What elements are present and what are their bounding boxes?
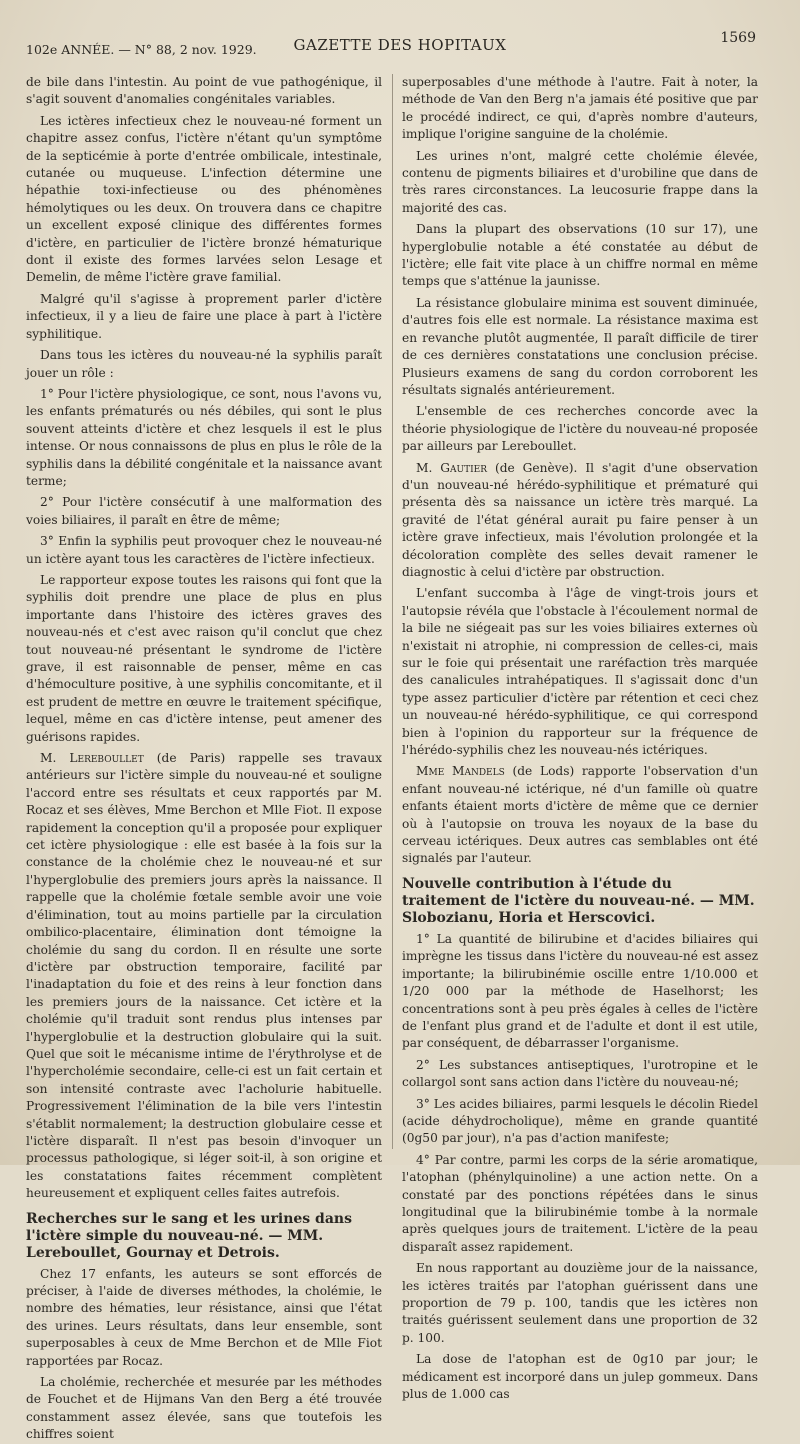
speaker-name: M. Gautier: [416, 460, 488, 475]
issue-info: 102e ANNÉE. — N° 88, 2 nov. 1929.: [26, 42, 257, 57]
paragraph: [402, 763, 758, 867]
section-heading: Nouvelle contribution à l'étude du traitement de l'ictère du nouveau-né. — MM. Slobozianu, Horia et Herscovici.: [402, 875, 755, 926]
paragraph: 3° Enfin la syphilis peut provoquer chez le nouveau-né un ictère ayant tous les caractères de l'ictère infectieux.: [26, 534, 382, 566]
paragraph: Le rapporteur expose toutes les raisons qui font que la syphilis doit prendre une place de plus en plus importante dans l'histoire des ictères graves des nouveau-nés et c'est avec raison qu'il conclut que chez tout nouveau-né présentant le syndrome de l'ictère grave, il est raisonnable de penser, même en cas d'hémoculture positive, à une syphilis concomitante, et il est prudent de mettre en œuvre le traitement spécifique, lequel, même en cas d'ictère intense, peut amener des guérisons rapides.: [26, 572, 382, 744]
paragraph: 3° Les acides biliaires, parmi lesquels le décolin Riedel (acide déhydrocholique), même en grande quantité (0g50 par jour), n'a pas d'action manifeste;: [402, 1096, 758, 1146]
paragraph: 2° Les substances antiseptiques, l'urotropine et le collargol sont sans action dans l'ictère du nouveau-né;: [402, 1057, 758, 1090]
speaker-name: M. Lereboullet: [40, 751, 144, 766]
paragraph: Chez 17 enfants, les auteurs se sont efforcés de préciser, à l'aide de diverses méthodes, la cholémie, le nombre des hématies, leur résistance, ainsi que l'état des urines. Leurs résultats, dans leur ensemble, sont superposables à ceux de Mme Berchon et de Mlle Fiot rapportées par Rocaz.: [26, 1266, 382, 1368]
column-divider: [392, 74, 393, 1149]
paragraph: Dans tous les ictères du nouveau-né la syphilis paraît jouer un rôle :: [26, 348, 382, 380]
right-column: [402, 74, 759, 1402]
paragraph-text: (de Genève). Il s'agit d'une observation d'un nouveau-né hérédo-syphilitique et prématuré qui présenta dès sa naissance un ictère très marqué. La gravité de l'état général aurait pu faire penser à un ictère grave infectieux, mais l'évolution prolongée et la décoloration complète des selles devait ramener le diagnostic à celui d'ictère par obstruction.: [402, 460, 759, 579]
paragraph: [402, 460, 758, 582]
paragraph: La cholémie, recherchée et mesurée par les méthodes de Fouchet et de Hijmans Van den Berg a été trouvée constamment assez élevée, sans que toutefois les chiffres soient: [26, 1375, 382, 1442]
paragraph: La résistance globulaire minima est souvent diminuée, d'autres fois elle est normale. La résistance maxima est en revanche plutôt augmentée, Il paraît difficile de tirer de ces dernières constatations une conclusion précise. Plusieurs examens de sang du cordon corroborent les résultats signalés antérieurement.: [402, 295, 758, 397]
page-number: 1569: [720, 30, 756, 46]
paragraph: 1° La quantité de bilirubine et d'acides biliaires qui imprègne les tissus dans l'ictère du nouveau-né est assez importante; la bilirubinémie oscille entre 1/10.000 et 1/20 000 par la méthode de Haselhorst; les concentrations sont à peu près égales à celles de l'ictère de l'enfant plus grand et de l'adulte et dont il est utile, par conséquent, de débarrasser l'organisme.: [402, 931, 758, 1051]
paragraph: La dose de l'atophan est de 0g10 par jour; le médicament est incorporé dans un julep gommeux. Dans plus de 1.000 cas: [402, 1352, 758, 1402]
journal-title: GAZETTE DES HOPITAUX: [293, 36, 507, 54]
paragraph: Les urines n'ont, malgré cette cholémie élevée, contenu de pigments biliaires et d'urobiline que dans de très rares circonstances. La leucosurie frappe dans la majorité des cas.: [402, 148, 758, 215]
paragraph: Malgré qu'il s'agisse à proprement parler d'ictère infectieux, il y a lieu de faire une place à part à l'ictère syphilitique.: [26, 291, 382, 341]
text-columns: [26, 74, 774, 1442]
paragraph: L'enfant succomba à l'âge de vingt-trois jours et l'autopsie révéla que l'obstacle à l'écoulement normal de la bile ne siégeait pas sur les voies biliaires externes où n'existait ni atrophie, ni compression de celles-ci, mais sur le foie qui présentait une raréfaction très marquée des canalicules intrahépatiques. Il s'agissait donc d'un type assez particulier d'ictère par rétention et ceci chez un nouveau-né hérédo-syphilitique, ce qui correspond bien à l'opinion du rapporteur sur la fréquence de l'hérédo-syphilis chez les nouveau-nés ictériques.: [402, 586, 758, 758]
section-heading: Recherches sur le sang et les urines dans l'ictère simple du nouveau-né. — MM. Lereboullet, Gournay et Detrois.: [26, 1210, 352, 1261]
paragraph: Les ictères infectieux chez le nouveau-né forment un chapitre assez confus, l'ictère n'étant qu'un symptôme de la septicémie à porte d'entrée ombilicale, intestinale, cutanée ou muqueuse. L'infection détermine une hépathie toxi-infectieuse ou des phénomènes hémolytiques ou les deux. On trouvera dans ce chapitre un excellent exposé clinique des différentes formes d'ictère, en particulier de l'ictère bronzé hématurique dont il existe des formes larvées selon Lesage et Demelin, de même l'ictère grave familial.: [26, 113, 382, 285]
page-header: [26, 30, 774, 64]
paragraph: En nous rapportant au douzième jour de la naissance, les ictères traités par l'atophan guérissent dans une proportion de 79 p. 100, tandis que les ictères non traités guérissent seulement dans une proportion de 32 p. 100.: [402, 1261, 758, 1345]
paragraph: 1° Pour l'ictère physiologique, ce sont, nous l'avons vu, les enfants prématurés ou nés débiles, qui sont le plus souvent atteints d'ictère et chez lesquels il est le plus intense. Or nous connaissons de plus en plus le rôle de la syphilis dans la débilité congénitale et la naissance avant terme;: [26, 386, 382, 488]
paragraph: superposables d'une méthode à l'autre. Fait à noter, la méthode de Van den Berg n'a jamais été positive que par le procédé indirect, ce qui, d'après nombre d'auteurs, implique l'origine sanguine de la cholémie.: [402, 75, 758, 142]
paragraph: 4° Par contre, parmi les corps de la série aromatique, l'atophan (phénylquinoline) a une action nette. On a constaté par des ponctions répétées dans le sinus longitudinal que la bilirubinémie tombe à la normale après quelques jours de traitement. L'ictère de la peau disparaît assez rapidement.: [402, 1152, 758, 1254]
speaker-name: Mme Mandels: [416, 764, 505, 779]
paragraph-text: (de Lods) rapporte l'observation d'un enfant nouveau-né ictérique, né d'un famille où quatre enfants étaient morts d'ictère de même que ce dernier où à l'autopsie on trouva les noyaux de la base du cerveau ictériques. Deux autres cas semblables ont été signalés par l'auteur.: [402, 764, 758, 866]
paragraph: Dans la plupart des observations (10 sur 17), une hyperglobulie notable a été constatée au début de l'ictère; elle fait vite place à un chiffre normal en même temps que s'atténue la jaunisse.: [402, 222, 758, 289]
paragraph: de bile dans l'intestin. Au point de vue pathogénique, il s'agit souvent d'anomalies congénitales variables.: [26, 75, 382, 107]
paragraph: 2° Pour l'ictère consécutif à une malformation des voies biliaires, il paraît en être de même;: [26, 495, 382, 527]
paragraph: L'ensemble de ces recherches concorde avec la théorie physiologique de l'ictère du nouveau-né proposée par ailleurs par Lereboullet.: [402, 404, 758, 454]
left-column: [26, 74, 383, 1442]
paragraph: [26, 750, 382, 1203]
paragraph-text: (de Paris) rappelle ses travaux antérieurs sur l'ictère simple du nouveau-né et souligne l'accord entre ses résultats et ceux rapportés par M. Rocaz et ses élèves, Mme Berchon et Mlle Fiot. Il expose rapidement la conception qu'il a proposée pour expliquer cet ictère physiologique : elle est basée à la fois sur la constance de la cholémie chez le nouveau-né et sur l'hyperglobulie des premiers jours après la naissance. Il rappelle que la cholémie fœtale semble avoir une voie d'élimination, tout au moins partielle par la circulation ombilico-placentaire, élimination dont témoigne la cholémie du sang du cordon. Il en résulte une sorte d'ictère par obstruction temporaire, facilité par l'inadaptation du foie et des reins à leur fonction dans les premiers jours de la naissance. Cet ictère et la cholémie qu'il traduit sont rendus plus intenses par l'hyperglobulie et la destruction globulaire qui la suit. Quel que soit le mécanisme intime de l'érythrolyse et de l'hypercholémie secondaire, celle-ci est un fait certain et son intensité contraste avec l'acholurie habituelle. Progressivement l'élimination de la bile vers l'intestin s'établit normalement; la destruction globulaire cesse et l'ictère disparaît. Il n'est pas besoin d'invoquer un processus pathologique, si léger soit-il, à son origine et les constatations faites récemment complètent heureusement et expliquent celles faites autrefois.: [26, 751, 383, 1201]
